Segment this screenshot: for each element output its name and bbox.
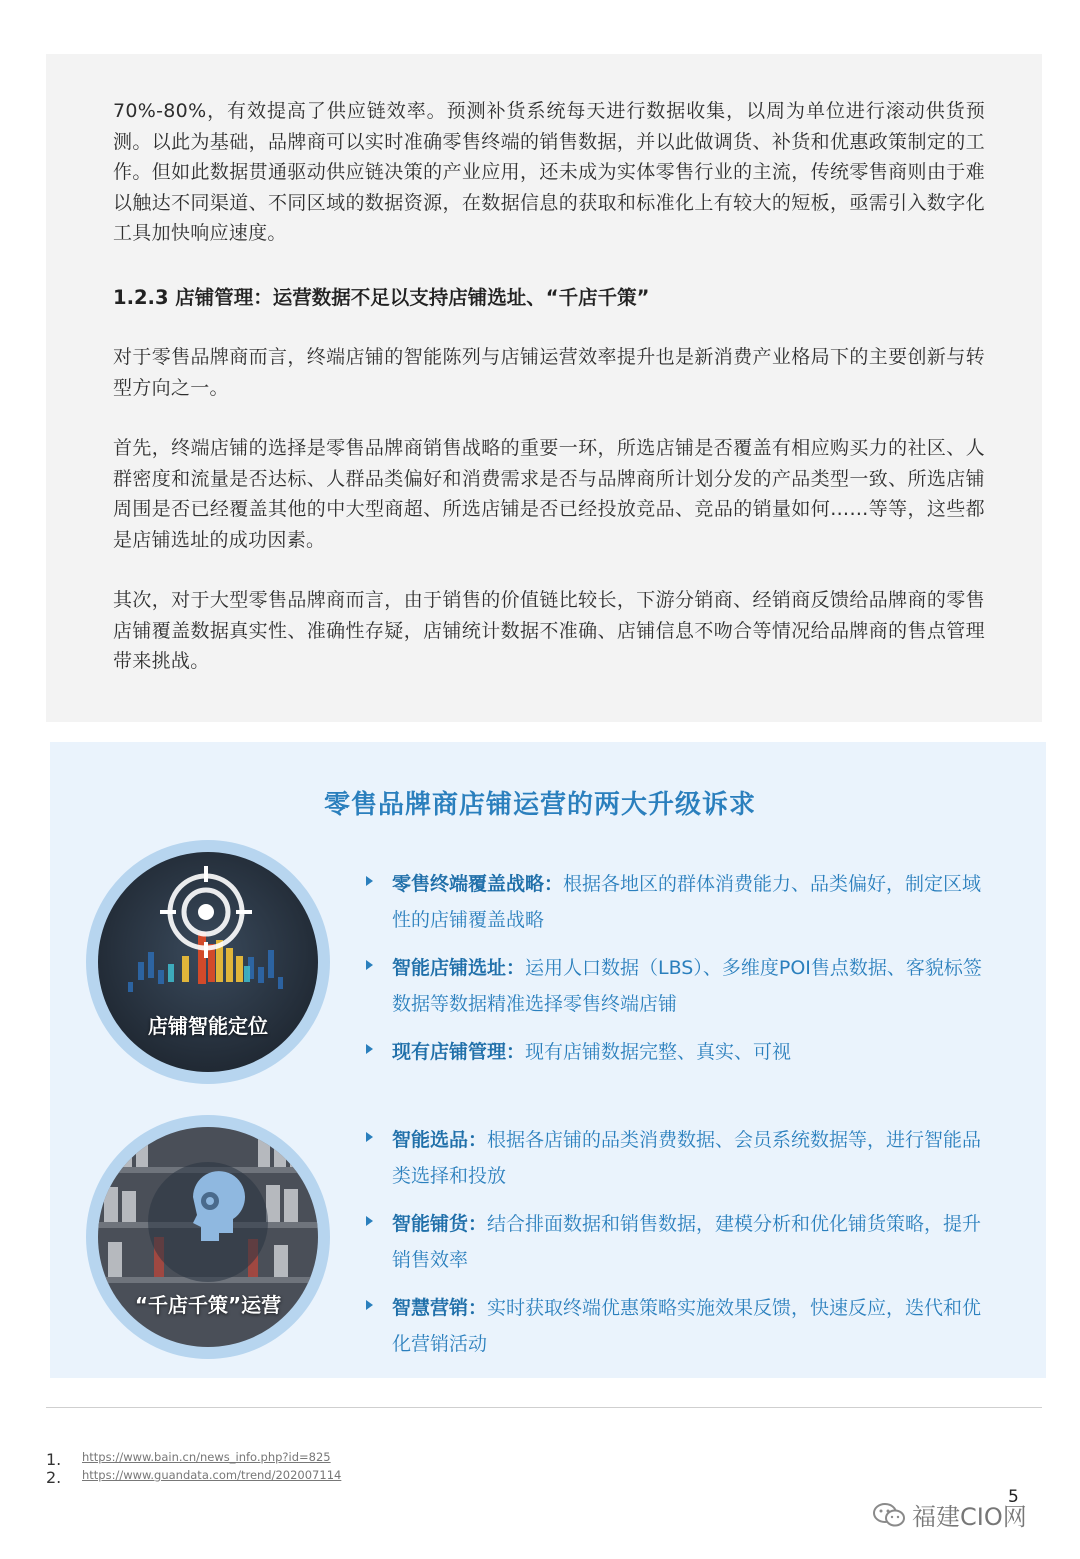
bullet-description: 根据各地区的群体消费能力、品类偏好，制定区域性的店铺覆盖战略 (392, 873, 982, 931)
footnote-divider (46, 1407, 1042, 1408)
paragraph-supply-chain: 70%-80%，有效提高了供应链效率。预测补货系统每天进行数据收集，以周为单位进行滚动供货预测。以此为基础，品牌商可以实时准确零售终端的销售数据，并以此做调货、补货和优惠政策制定的工作。但如此数据贯通驱动供应链决策的产业应用，还未成为实体零售行业的主流，传统零售商则由于难以触达不同渠道、不同区域的数据资源，在数据信息的获取和标准化上有较大的短板，亟需引入数字化工具加快响应速度。 (113, 100, 985, 244)
store-strategy-circle (86, 1115, 330, 1359)
bullet-description: 运用人口数据（LBS）、多维度POI售点数据、客貌标签数据等数据精准选择零售终端店铺 (392, 957, 982, 1015)
bullet-title: 零售终端覆盖战略： (392, 873, 564, 895)
watermark (872, 1497, 1027, 1532)
infographic-title: 零售品牌商店铺运营的两大升级诉求 (323, 790, 756, 820)
bullet-description: 现有店铺数据完整、真实、可视 (525, 1041, 792, 1063)
bullet-title: 现有店铺管理： (392, 1041, 526, 1063)
page-number: 5 (1008, 1487, 1019, 1507)
footnote-link-1[interactable]: https://www.bain.cn/news_info.php?id=825 (82, 1450, 331, 1464)
paragraph-intro: 对于零售品牌商而言，终端店铺的智能陈列与店铺运营效率提升也是新消费产业格局下的主要创新与转型方向之一。 (113, 346, 985, 399)
footnote-number-2: 2. (46, 1468, 62, 1487)
circle-label-positioning: 店铺智能定位 (148, 1014, 268, 1038)
store-positioning-circle (86, 840, 330, 1084)
bullet-arrow-icon (366, 960, 373, 970)
bullet-description: 实时获取终端优惠策略实施效果反馈，快速反应，迭代和优化营销活动 (392, 1297, 982, 1355)
bullet-arrow-icon (366, 876, 373, 886)
bullet-description: 结合排面数据和销售数据，建模分析和优化铺货策略，提升销售效率 (392, 1213, 982, 1271)
circle-label-strategy: “千店千策”运营 (134, 1293, 282, 1317)
bullet-arrow-icon (366, 1216, 373, 1226)
bullet-title: 智能选品： (392, 1129, 488, 1151)
paragraph-first: 首先，终端店铺的选择是零售品牌商销售战略的重要一环，所选店铺是否覆盖有相应购买力的社区、人群密度和流量是否达标、人群品类偏好和消费需求是否与品牌商所计划分发的产品类型一致、所选店铺周围是否已经覆盖其他的中大型商超、所选店铺是否已经投放竞品、竞品的销量如何……等等，这些都是店铺选址的成功因素。 (113, 437, 985, 551)
paragraph-second: 其次，对于大型零售品牌商而言，由于销售的价值链比较长，下游分销商、经销商反馈给品牌商的零售店铺覆盖数据真实性、准确性存疑，店铺统计数据不准确、店铺信息不吻合等情况给品牌商的售点管理带来挑战。 (113, 589, 985, 672)
bullet-title: 智能店铺选址： (392, 957, 526, 979)
bullet-title: 智慧营销： (392, 1297, 488, 1319)
bullet-description: 根据各店铺的品类消费数据、会员系统数据等，进行智能品类选择和投放 (392, 1129, 982, 1187)
watermark-text: 福建CIO网 (912, 1503, 1027, 1531)
map-image (98, 852, 318, 1072)
bullet-arrow-icon (366, 1044, 373, 1054)
footnote-number-1: 1. (46, 1450, 62, 1469)
bullet-arrow-icon (366, 1132, 373, 1142)
section-heading: 1.2.3 店铺管理：运营数据不足以支持店铺选址、“千店千策” (113, 286, 650, 309)
bullet-title: 智能铺货： (392, 1213, 488, 1235)
wechat-icon (872, 1501, 906, 1529)
shelf-image (98, 1127, 318, 1347)
bullet-arrow-icon (366, 1300, 373, 1310)
footnote-link-2[interactable]: https://www.guandata.com/trend/202007114 (82, 1468, 342, 1482)
